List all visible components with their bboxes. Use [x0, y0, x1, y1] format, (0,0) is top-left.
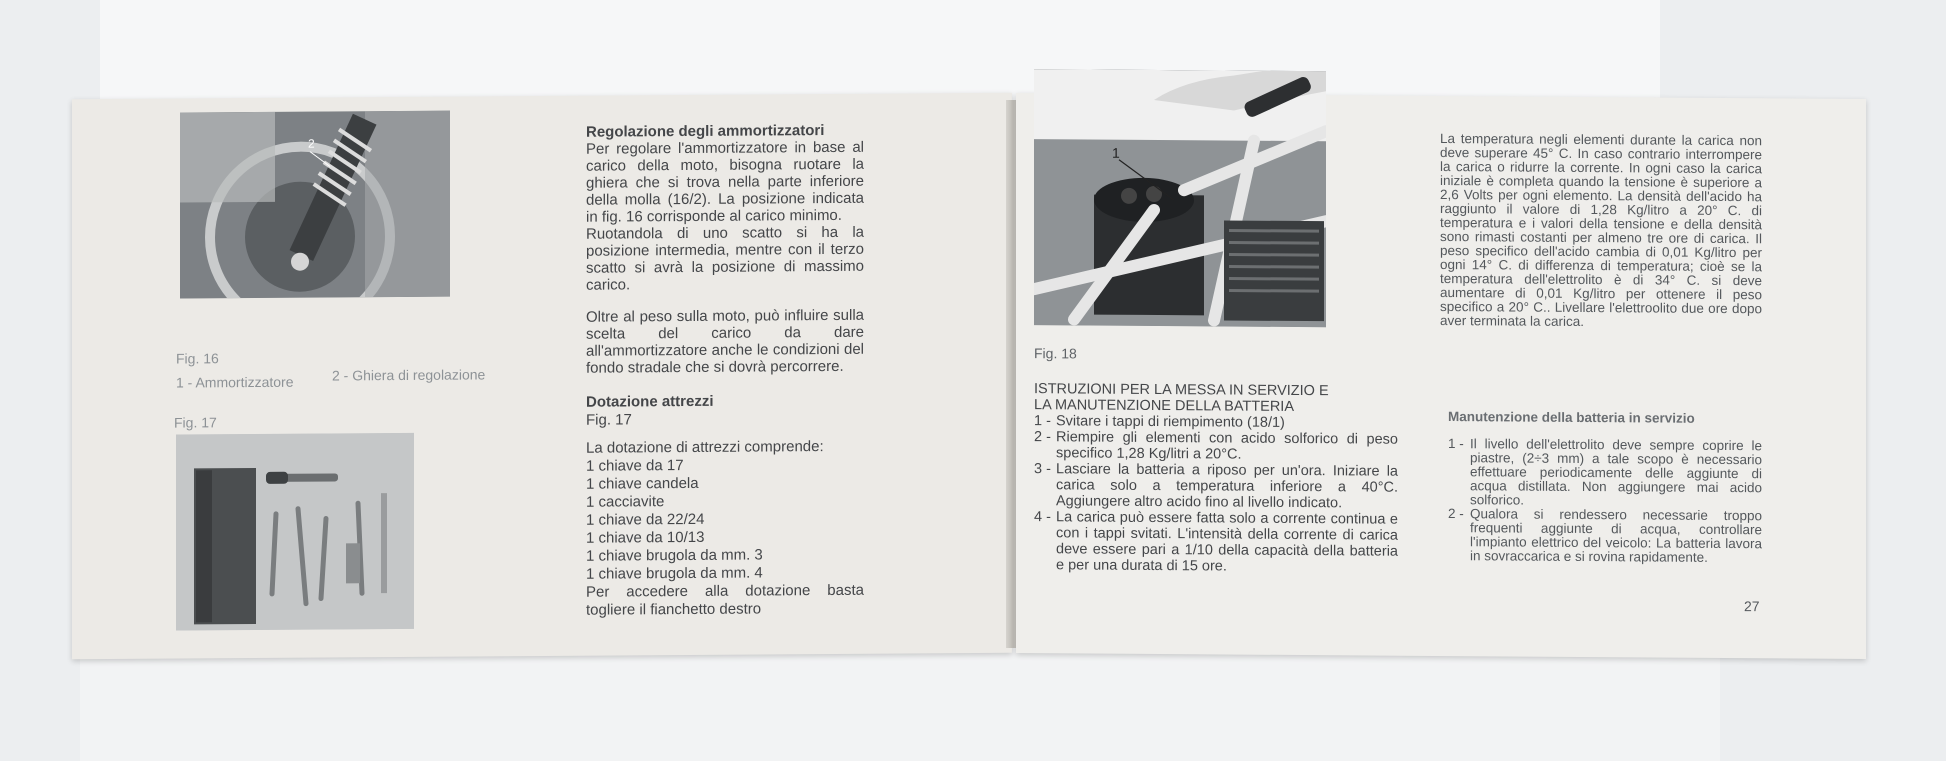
shock-absorber-para3: Oltre al peso sulla moto, può influire sulla scelta del carico da dare all'ammortizzatore anche le condizioni del fondo stradale che si dovrà percorrere.: [586, 306, 864, 377]
battery-title-line1: ISTRUZIONI PER LA MESSA IN SERVIZIO E: [1034, 381, 1329, 400]
fig16-label-1: 1 - Ammortizzatore: [176, 373, 294, 391]
tool-kit-list: [586, 456, 864, 584]
fig16-caption: Fig. 16: [176, 350, 219, 367]
step-text: Lasciare la batteria a riposo per un'ora. Iniziare la carica solo a temperatura inferiore a 40°C. Aggiungere altro acido fino al livello indicato.: [1056, 461, 1398, 512]
tool-kit-intro: La dotazione di attrezzi comprende:: [586, 438, 824, 457]
list-item: 1 chiave da 17: [586, 457, 684, 475]
maintenance-text: Qualora si rendessero necessarie troppo frequenti aggiunte di acqua, controllare l'impianto elettrico del veicolo: La batteria lavora in sovraccarica e si rovina rapidamente.: [1470, 506, 1762, 565]
tool-kit-section: [586, 392, 864, 620]
list-item: 1 chiave brugola da mm. 4: [586, 564, 763, 583]
shock-absorber-para1: Per regolare l'ammortizzatore in base al carico della moto, bisogna ruotare la ghiera che si trova nella parte inferiore della molla (16/2). La posizione indicata in fig. 16 corrisponde al carico minimo.: [586, 138, 864, 226]
battery-maintenance-section: [1448, 396, 1762, 565]
charging-notes: [1440, 132, 1762, 330]
list-item: 1 chiave da 10/13: [586, 528, 705, 547]
fig16-photo: [180, 111, 450, 299]
step-number: 1 -: [1034, 413, 1051, 430]
manual-booklet: [72, 96, 1880, 666]
maintenance-number: 2 -: [1448, 506, 1464, 522]
fig17-photo: [176, 433, 414, 631]
tool-kit-figref: Fig. 17: [586, 411, 632, 429]
fig16-label-2: 2 - Ghiera di regolazione: [332, 366, 486, 384]
list-item: 1 chiave da 22/24: [586, 510, 705, 529]
fig18-photo: [1034, 69, 1326, 327]
maintenance-item: [1448, 507, 1762, 565]
right-page: [1016, 93, 1866, 659]
battery-section: [1034, 381, 1398, 576]
battery-step: [1034, 429, 1398, 464]
step-number: 3 -: [1034, 461, 1051, 478]
list-item: 1 chiave candela: [586, 474, 699, 493]
battery-step: [1034, 461, 1398, 512]
page-number: 27: [1744, 598, 1760, 615]
step-text: La carica può essere fatta solo a corrente continua e con i tappi svitati. L'intensità della corrente di carica deve essere pari a 1/10 della capacità della batteria e per una durata di 15 ore.: [1056, 509, 1398, 575]
fig18-callout-1: 1: [1112, 144, 1120, 161]
charging-notes-para: La temperatura negli elementi durante la carica non deve superare 45° C. In caso contrario interrompere la carica o ridurre la corrente. In ogni caso la carica iniziale è completa quando la tensione è superiore a 2,6 Volts per ogni elemento. La densità dell'acido ha raggiunto il valore di 1,28 Kg/litro a 20° C. di temperatura e i valori della tensione e della densità sono rimasti costanti per almeno tre ore di carica. Il peso specifico dell'acido cambia di 0,01 Kg/litro per ogni 14° C. di differenza di temperatura; cioè se la temperatura dell'elettrolito è di 34° C. si deve aumentare di 0,01 Kg/litro per ottenere il peso specifico a 20° C.. Livellare l'elettroolito due ore dopo aver terminata la carica.: [1440, 130, 1762, 329]
shock-absorber-title: Regolazione degli ammortizzatori: [586, 122, 825, 141]
maintenance-item: [1448, 437, 1762, 509]
shock-absorber-para2: Ruotandola di uno scatto si ha la posizione intermedia, mentre con il terzo scatto si avrà la posizione di massimo carico.: [586, 223, 864, 294]
shock-absorber-section: [586, 122, 864, 377]
battery-step: [1034, 509, 1398, 576]
list-item: 1 chiave brugola da mm. 3: [586, 546, 763, 565]
maintenance-text: Il livello dell'elettrolito deve sempre coprire le piastre, (2÷3 mm) a tale scopo è necessario effettuare periodicamente delle aggiunte di acqua distillata. Non aggiungere mai acido solforico.: [1470, 436, 1762, 508]
fig17-caption: Fig. 17: [174, 414, 217, 431]
step-text: Riempire gli elementi con acido solforico di peso specifico 1,28 Kg/litri a 20°C.: [1056, 429, 1398, 463]
fig18-caption: Fig. 18: [1034, 345, 1077, 362]
list-item: 1 cacciavite: [586, 493, 665, 511]
step-text: Svitare i tappi di riempimento (18/1): [1056, 413, 1285, 431]
step-number: 2 -: [1034, 429, 1051, 446]
left-page: [72, 93, 1012, 660]
battery-title-line2: LA MANUTENZIONE DELLA BATTERIA: [1034, 397, 1294, 415]
step-number: 4 -: [1034, 509, 1051, 526]
tool-kit-outro: Per accedere alla dotazione basta togliere il fianchetto destro: [586, 581, 864, 619]
tool-kit-title: Dotazione attrezzi: [586, 392, 714, 411]
battery-maintenance-title: Manutenzione della batteria in servizio: [1448, 408, 1695, 426]
fig16-callout-2: 2: [308, 136, 315, 151]
maintenance-number: 1 -: [1448, 436, 1464, 452]
